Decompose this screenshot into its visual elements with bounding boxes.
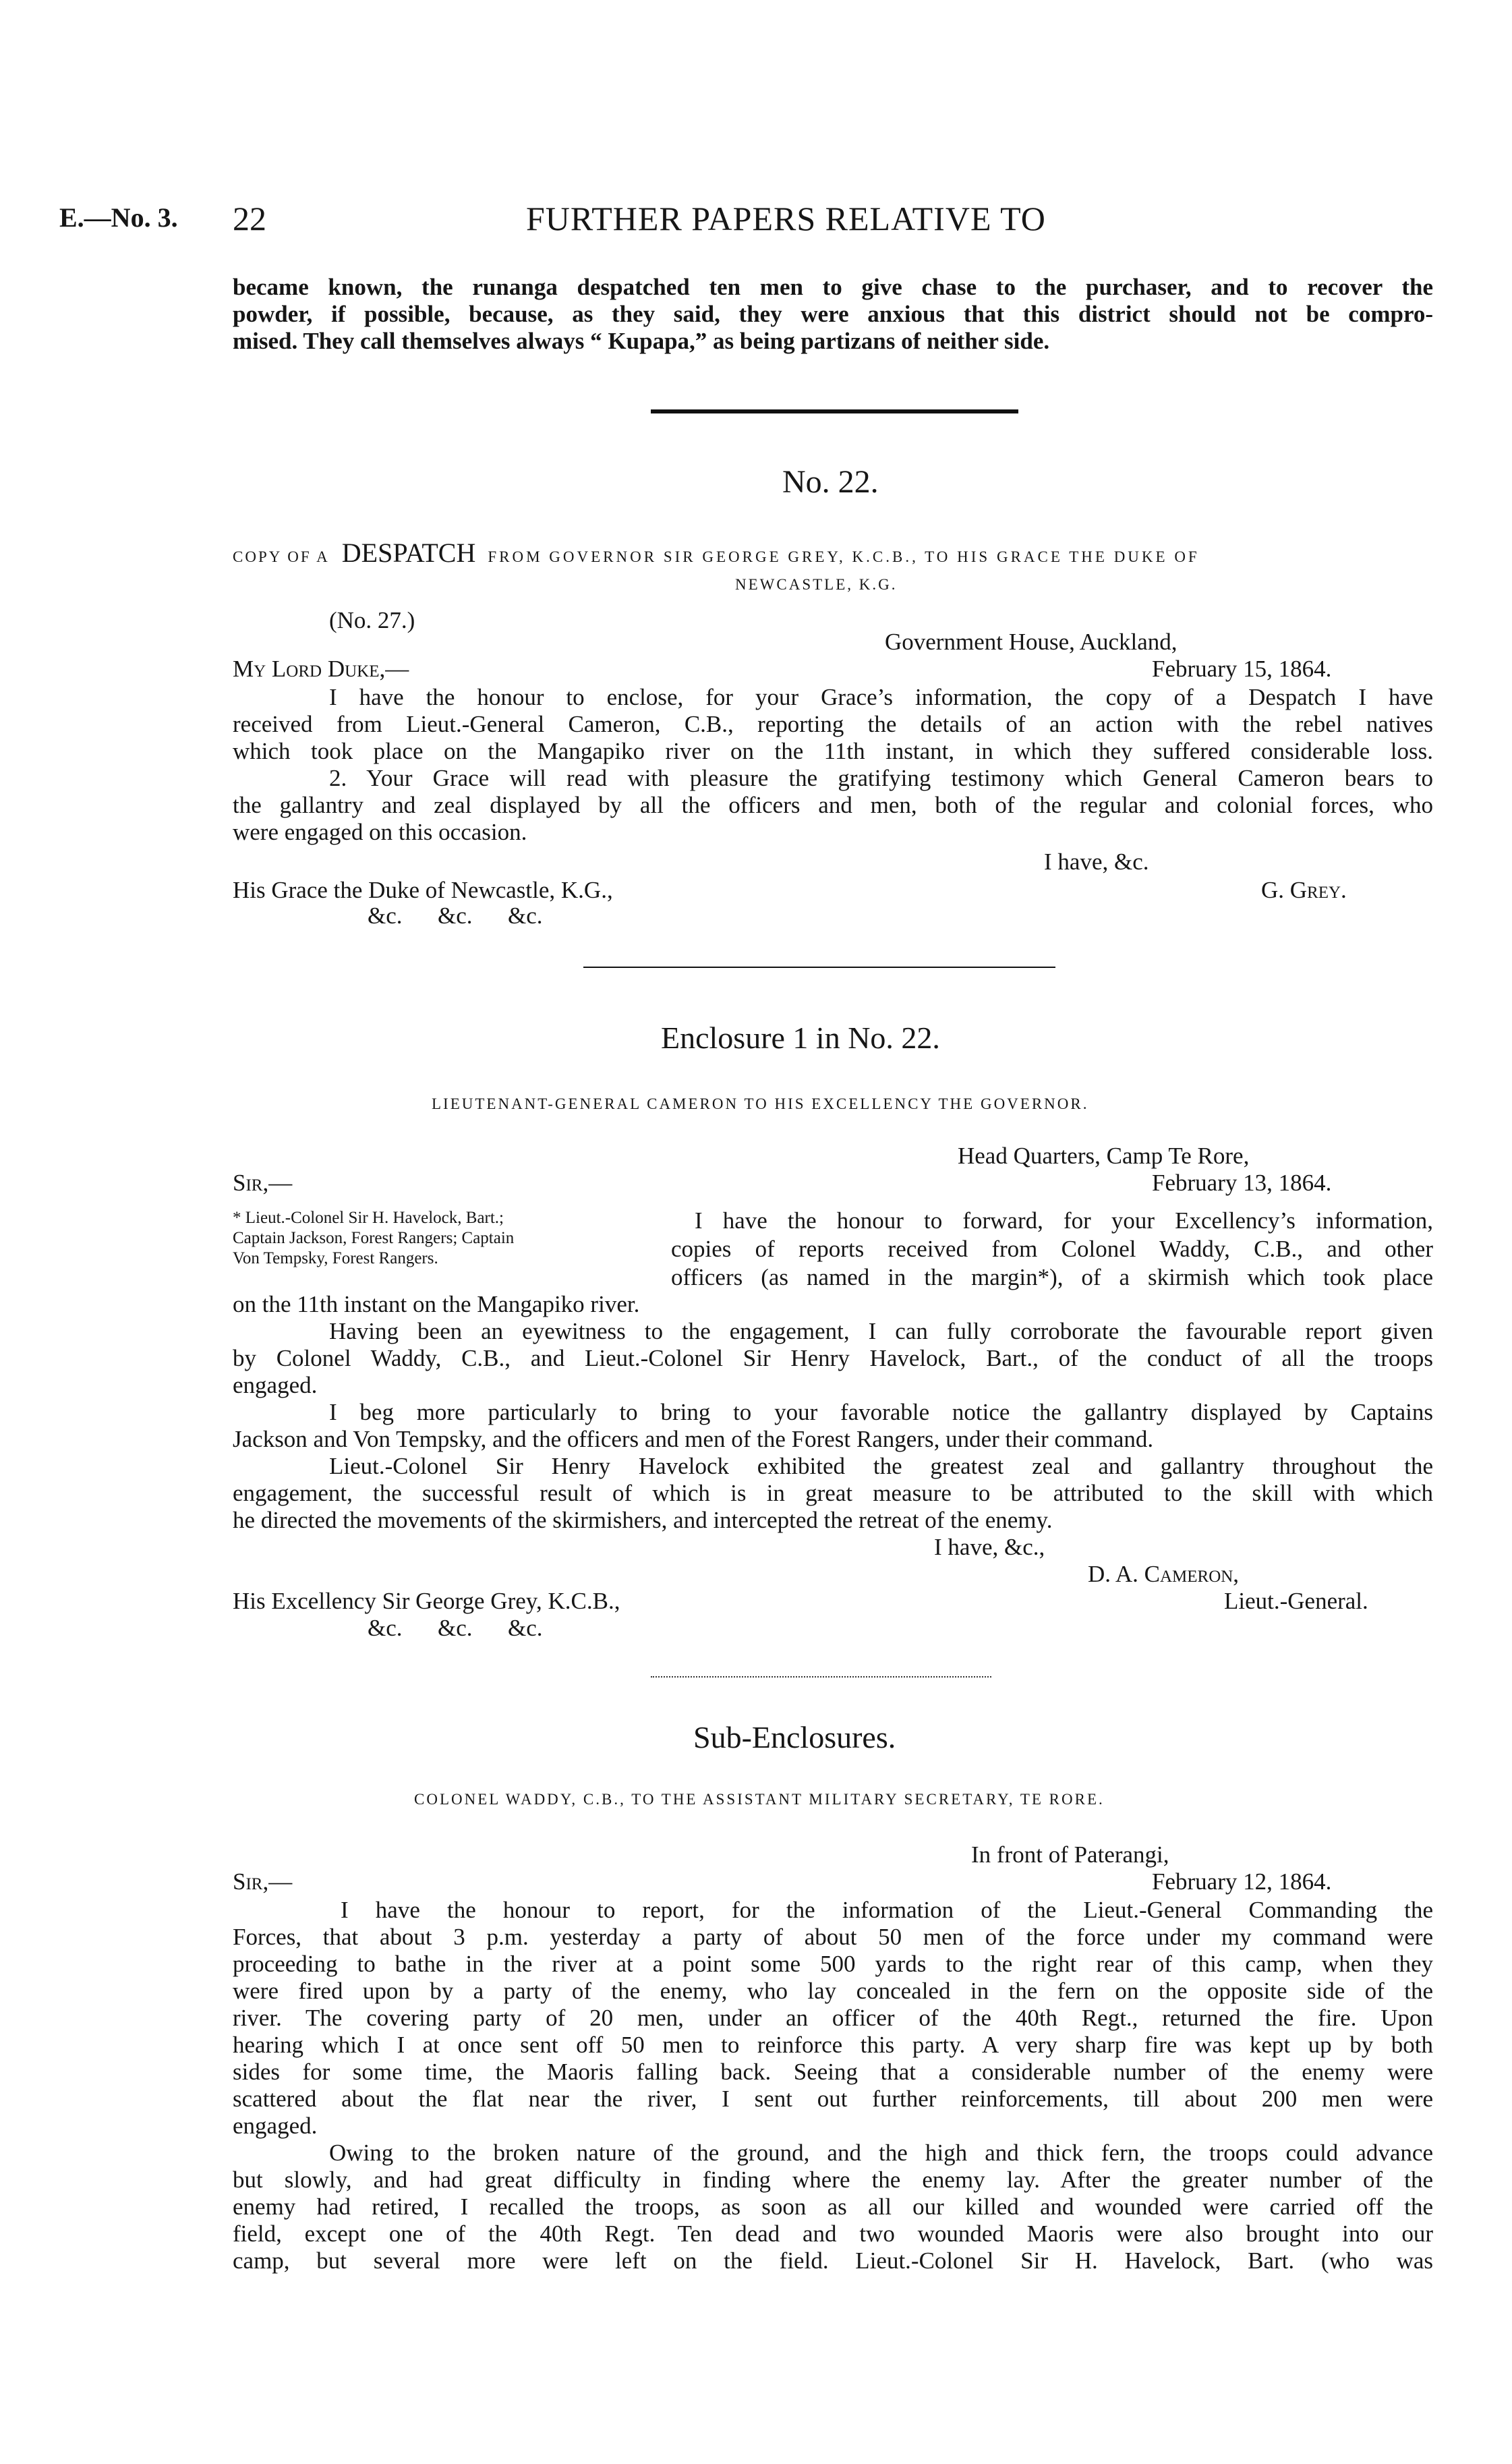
- sub-body-line-11: but slowly, and had great difficulty in finding where the enemy lay. After the greater number of the: [233, 2167, 1433, 2193]
- enclosure-body-line-3: by Colonel Waddy, C.B., and Lieut.-Colonel Sir Henry Havelock, Bart., of the conduct of all the troops: [233, 1345, 1433, 1371]
- enclosure-signature-title: Lieut.-General.: [1224, 1588, 1368, 1614]
- despatch-body-line-2: received from Lieut.-General Cameron, C.B., reporting the details of an action with the rebel natives: [233, 711, 1433, 737]
- page-number: 22: [233, 200, 266, 237]
- sub-salutation: Sir,—: [233, 1868, 293, 1895]
- enclosure-body-line-8: engagement, the successful result of which is in great measure to be attributed to the skill with which: [233, 1480, 1433, 1506]
- sub-body-line-4: were fired upon by a party of the enemy, who lay concealed in the fern on the opposite side of the: [233, 1978, 1433, 2004]
- despatch-salutation: My Lord Duke,—: [233, 656, 409, 682]
- intro-line-2: powder, if possible, because, as they said, they were anxious that this district should not be compro-: [233, 301, 1433, 327]
- despatch-title-rest: FROM GOVERNOR SIR GEORGE GREY, K.C.B., TO HIS GRACE THE DUKE OF: [488, 548, 1200, 565]
- despatch-body-line-6: were engaged on this occasion.: [233, 819, 527, 845]
- sub-address-line-1: In front of Paterangi,: [971, 1841, 1169, 1868]
- enclosure-signature: D. A. Cameron,: [1088, 1561, 1240, 1587]
- enclosure-heading: Enclosure 1 in No. 22.: [661, 1021, 940, 1055]
- enclosure-body-line-7: Lieut.-Colonel Sir Henry Havelock exhibited the greatest zeal and gallantry throughout the: [329, 1453, 1433, 1479]
- enclosure-body-line-5: I beg more particularly to bring to your favorable notice the gallantry displayed by Captains: [329, 1399, 1433, 1425]
- enclosure-body-line-2: Having been an eyewitness to the engagement, I can fully corroborate the favourable report given: [329, 1318, 1433, 1344]
- sub-enclosures-heading: Sub-Enclosures.: [693, 1720, 896, 1754]
- enclosure-address-line-1: Head Quarters, Camp Te Rore,: [958, 1143, 1250, 1169]
- sub-body-line-14: camp, but several more were left on the field. Lieut.-Colonel Sir H. Havelock, Bart. (who was: [233, 2247, 1433, 2274]
- despatch-title-prefix: COPY OF A: [233, 548, 330, 565]
- sub-body-line-3: proceeding to bathe in the river at a point some 500 yards to the right rear of this camp, when they: [233, 1951, 1433, 1977]
- intro-line-1: became known, the runanga despatched ten men to give chase to the purchaser, and to recover the: [233, 274, 1433, 300]
- margin-note-line-2: Captain Jackson, Forest Rangers; Captain: [233, 1229, 515, 1247]
- enclosure-body-line-4: engaged.: [233, 1372, 318, 1398]
- despatch-address-line-2: February 15, 1864.: [1152, 656, 1332, 682]
- sub-body-line-10: Owing to the broken nature of the ground, and the high and thick fern, the troops could advance: [329, 2140, 1433, 2166]
- despatch-closing: I have, &c.: [1044, 849, 1149, 875]
- sub-body-line-8: scattered about the flat near the river, I sent out further reinforcements, till about 200 men were: [233, 2086, 1433, 2112]
- page-title: FURTHER PAPERS RELATIVE TO: [526, 200, 1046, 237]
- sub-body-line-12: enemy had retired, I recalled the troops, as soon as all our killed and wounded were carried off the: [233, 2194, 1433, 2220]
- enclosure-address-line-2: February 13, 1864.: [1152, 1170, 1332, 1196]
- sub-body-line-2: Forces, that about 3 p.m. yesterday a party of about 50 men of the force under my command were: [233, 1924, 1433, 1950]
- despatch-body-line-3: which took place on the Mangapiko river on the 11th instant, in which they suffered considerable loss.: [233, 738, 1433, 764]
- despatch-number-heading: No. 22.: [782, 464, 879, 500]
- sub-body-line-7: sides for some time, the Maoris falling back. Seeing that a considerable number of the enemy were: [233, 2059, 1433, 2085]
- despatch-title: [233, 537, 1200, 569]
- section-rule: [651, 409, 1018, 413]
- enclosure-salutation: Sir,—: [233, 1170, 293, 1196]
- margin-note-line-1: * Lieut.-Colonel Sir H. Havelock, Bart.;: [233, 1209, 504, 1227]
- enclosure-addressee-etc: &c. &c. &c.: [368, 1615, 543, 1641]
- enclosure-body-line-9: he directed the movements of the skirmishers, and intercepted the retreat of the enemy.: [233, 1507, 1053, 1533]
- enclosure-body-line-6: Jackson and Von Tempsky, and the officers and men of the Forest Rangers, under their command.: [233, 1426, 1154, 1452]
- despatch-address-line-1: Government House, Auckland,: [885, 629, 1177, 655]
- enclosure-closing: I have, &c.,: [934, 1534, 1045, 1560]
- despatch-body-line-5: the gallantry and zeal displayed by all the officers and men, both of the regular and colonial forces, who: [233, 792, 1433, 818]
- despatch-addressee: His Grace the Duke of Newcastle, K.G.,: [233, 877, 613, 903]
- despatch-end-rule: [583, 967, 1055, 968]
- sub-body-line-9: engaged.: [233, 2113, 318, 2139]
- sub-body-line-6: hearing which I at once sent off 50 men to reinforce this party. A very sharp fire was kept up by both: [233, 2032, 1433, 2058]
- enclosure-beside-line-3: officers (as named in the margin*), of a skirmish which took place: [671, 1264, 1433, 1290]
- despatch-ref-number: (No. 27.): [329, 607, 415, 633]
- enclosure-beside-line-1: I have the honour to forward, for your Excellency’s information,: [695, 1207, 1433, 1234]
- sub-body-line-13: field, except one of the 40th Regt. Ten dead and two wounded Maoris were also brought into our: [233, 2221, 1433, 2247]
- enclosure-end-rule: [651, 1676, 991, 1678]
- sub-enclosures-subheading: COLONEL WADDY, C.B., TO THE ASSISTANT MILITARY SECRETARY, TE RORE.: [414, 1791, 1105, 1808]
- intro-line-3: mised. They call themselves always “ Kupapa,” as being partizans of neither side.: [233, 328, 1050, 354]
- sub-address-line-2: February 12, 1864.: [1152, 1868, 1332, 1895]
- despatch-title-line-2: NEWCASTLE, K.G.: [735, 576, 898, 593]
- despatch-title-word: DESPATCH: [341, 538, 476, 568]
- header-ref: E.—No. 3.: [59, 202, 178, 233]
- despatch-addressee-etc: &c. &c. &c.: [368, 902, 543, 929]
- enclosure-body-line-1: on the 11th instant on the Mangapiko river.: [233, 1291, 640, 1317]
- enclosure-beside-line-2: copies of reports received from Colonel Waddy, C.B., and other: [671, 1236, 1433, 1262]
- sub-body-line-1: I have the honour to report, for the information of the Lieut.-General Commanding the: [341, 1897, 1433, 1923]
- enclosure-addressee: His Excellency Sir George Grey, K.C.B.,: [233, 1588, 620, 1614]
- despatch-body-line-1: I have the honour to enclose, for your Grace’s information, the copy of a Despatch I have: [329, 684, 1433, 710]
- despatch-body-line-4: 2. Your Grace will read with pleasure the gratifying testimony which General Cameron bears to: [329, 765, 1433, 791]
- despatch-signature: G. Grey.: [1261, 877, 1347, 903]
- margin-note-line-3: Von Tempsky, Forest Rangers.: [233, 1249, 438, 1267]
- sub-body-line-5: river. The covering party of 20 men, under an officer of the 40th Regt., returned the fire. Upon: [233, 2005, 1433, 2031]
- enclosure-subheading: LIEUTENANT-GENERAL CAMERON TO HIS EXCELLENCY THE GOVERNOR.: [432, 1095, 1089, 1112]
